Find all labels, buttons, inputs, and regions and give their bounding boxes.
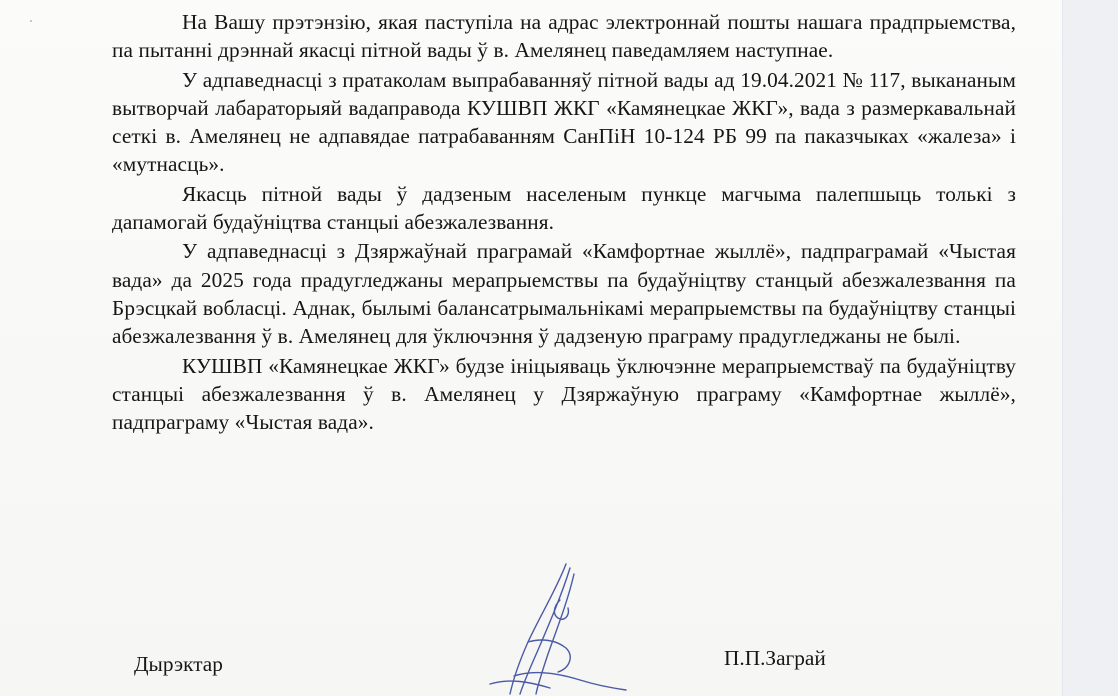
signer-name: П.П.Заграй	[724, 646, 826, 670]
paragraph-5: КУШВП «Камянецкае ЖКГ» будзе ініцыяваць ўключэнне мерапрыемстваў па будаўніцтву станцыі абезжалезвання ў в. Амелянец у Дзяржаўную праграму «Камфортнае жыллё», падпраграму «Чыстая вада».	[112, 353, 1016, 435]
paper-speck	[30, 20, 32, 22]
paragraph-2: У адпаведнасці з пратаколам выпрабаванняў пітной вады ад 19.04.2021 № 117, выкананым вытворчай лабараторыяй вадаправода КУШВП ЖКГ «Камянецкае ЖКГ», вада з размеркавальнай сеткі в. Амелянец не адпавядае патрабаванням СанПіН 10-124 РБ 99 па паказчыках «жалеза» і «мутнасць».	[112, 67, 1016, 177]
signer-title: Дырэктар	[134, 652, 223, 676]
viewer-side-strip	[1062, 0, 1118, 696]
paragraph-4: У адпаведнасці з Дзяржаўнай праграмай «Камфортнае жыллё», падпраграмай «Чыстая вада» да 2025 года прадугледжаны мерапрыемствы па будаўніцтву станцый абезжалезвання па Брэсцкай вобласці. Аднак, былымі балансатрымальнікамі мерапрыемствы па будаўніцтву станцыі абезжалезвання ў в. Амелянец для ўключэння ў дадзеную праграму прадугледжаны не былі.	[112, 239, 1016, 349]
letter-body	[112, 8, 1016, 437]
signature-block	[134, 646, 894, 682]
paragraph-1: На Вашу прэтэнзію, якая паступіла на адрас электроннай пошты нашага прадпрыемства, па пытанні дрэннай якасці пітной вады ў в. Амелянец паведамляем наступнае.	[112, 10, 1016, 63]
paragraph-3: Якасць пітной вады ў дадзеным населеным пункце магчыма палепшыць толькі з дапамогай будаўніцтва станцыі абезжалезвання.	[112, 181, 1016, 235]
